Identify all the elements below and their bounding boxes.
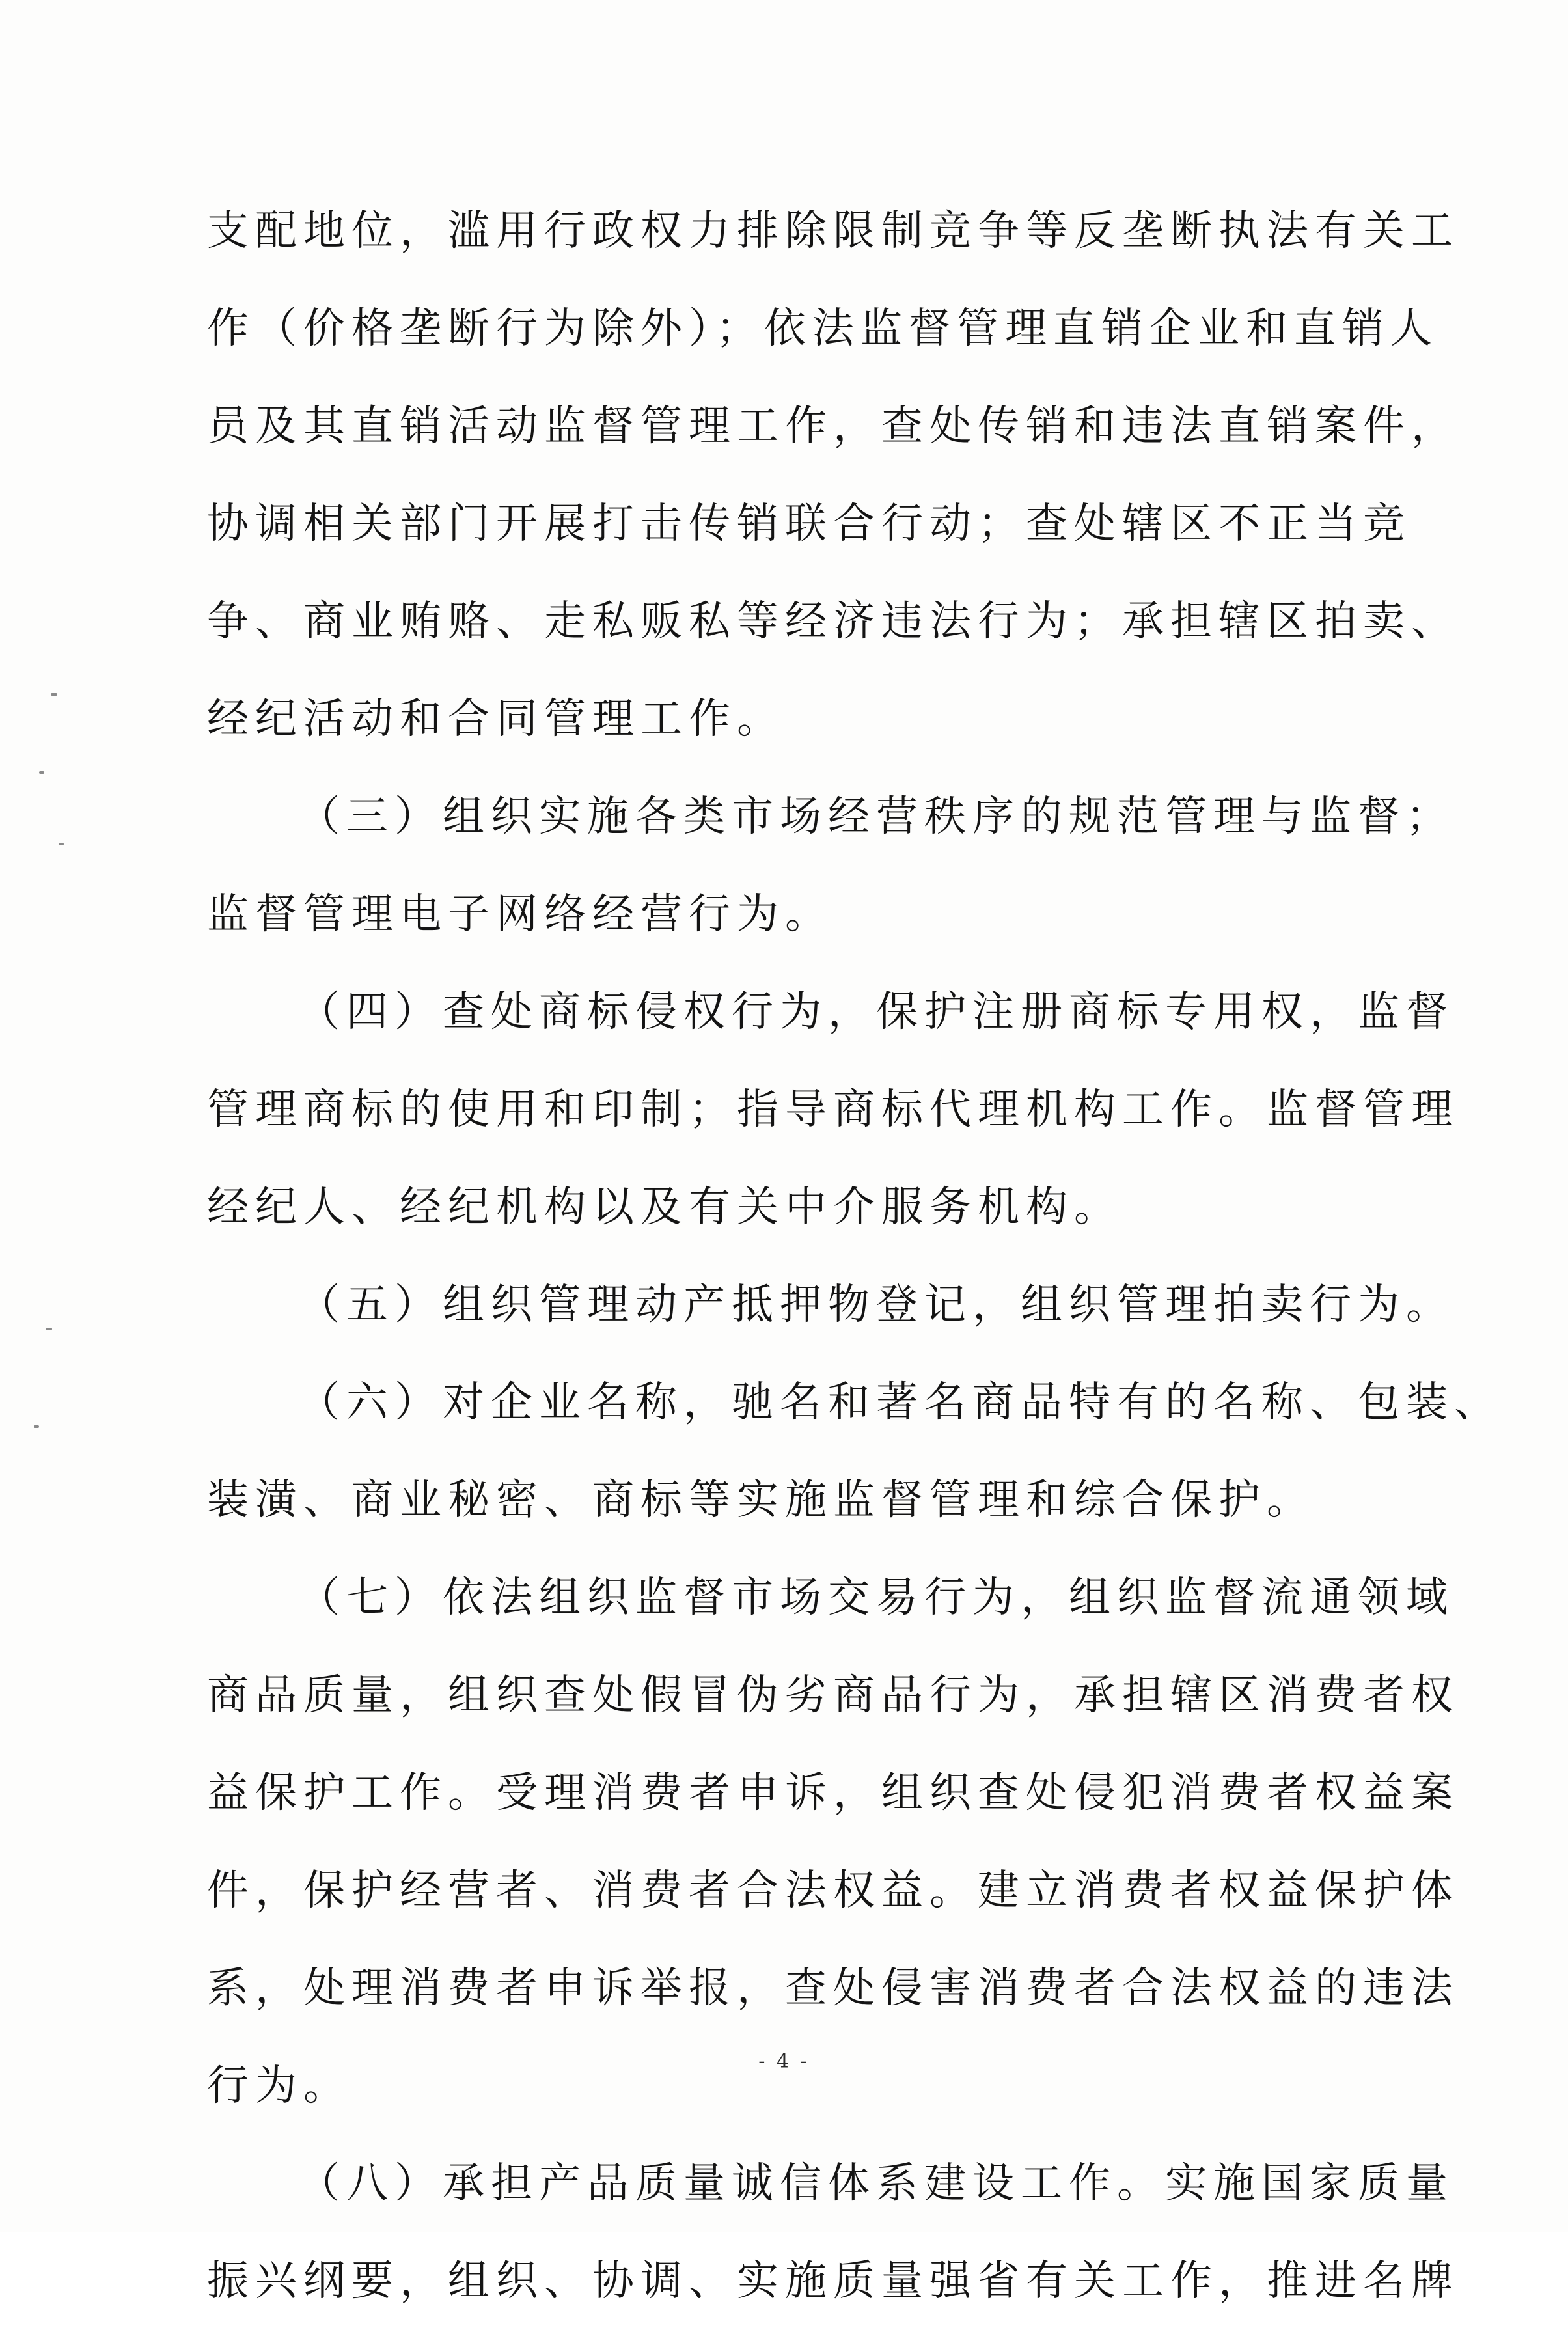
paragraph-five-line: （五）组织管理动产抵押物登记，组织管理拍卖行为。: [298, 1281, 1454, 1329]
paragraph-eight-line: （八）承担产品质量诚信体系建设工作。实施国家质量: [298, 2159, 1454, 2208]
text-line: 益保护工作。受理消费者申诉，组织查处侵犯消费者权益案: [207, 1769, 1459, 1817]
text-line: 作（价格垄断行为除外）；依法监督管理直销企业和直销人: [207, 305, 1438, 353]
text-line: 系，处理消费者申诉举报，查处侵害消费者合法权益的违法: [207, 1964, 1459, 2012]
paragraph-seven-line: （七）依法组织监督市场交易行为，组织监督流通领域: [298, 1574, 1454, 1622]
paragraph-three-line: （三）组织实施各类市场经营秩序的规范管理与监督；: [298, 793, 1454, 841]
text-line: 员及其直销活动监督管理工作，查处传销和违法直销案件，: [207, 402, 1459, 450]
text-line: 振兴纲要，组织、协调、实施质量强省有关工作，推进名牌: [207, 2257, 1459, 2305]
scan-speck: [34, 1425, 39, 1428]
paragraph-four-line: （四）查处商标侵权行为，保护注册商标专用权，监督: [298, 988, 1454, 1036]
text-line: 支配地位，滥用行政权力排除限制竞争等反垄断执法有关工: [207, 207, 1459, 255]
text-line: 行为。: [207, 2062, 351, 2110]
scan-speck: [59, 843, 64, 845]
scan-speck: [39, 771, 44, 774]
page-number: - 4 -: [758, 2050, 810, 2073]
scan-speck: [51, 693, 57, 696]
text-line: 经纪活动和合同管理工作。: [207, 695, 785, 743]
text-line: 经纪人、经纪机构以及有关中介服务机构。: [207, 1183, 1122, 1231]
document-body: [207, 182, 1502, 2330]
text-line: 商品质量，组织查处假冒伪劣商品行为，承担辖区消费者权: [207, 1671, 1459, 1720]
text-line: 争、商业贿赂、走私贩私等经济违法行为；承担辖区拍卖、: [207, 597, 1459, 646]
paragraph-six-line: （六）对企业名称，驰名和著名商品特有的名称、包装、: [298, 1378, 1502, 1427]
text-line: 监督管理电子网络经营行为。: [207, 890, 833, 939]
text-line: 协调相关部门开展打击传销联合行动；查处辖区不正当竞: [207, 500, 1411, 548]
text-line: 装潢、商业秘密、商标等实施监督管理和综合保护。: [207, 1476, 1315, 1524]
text-line: 件，保护经营者、消费者合法权益。建立消费者权益保护体: [207, 1867, 1459, 1915]
text-line: 管理商标的使用和印制；指导商标代理机构工作。监督管理: [207, 1086, 1459, 1134]
scan-speck: [46, 1328, 52, 1330]
